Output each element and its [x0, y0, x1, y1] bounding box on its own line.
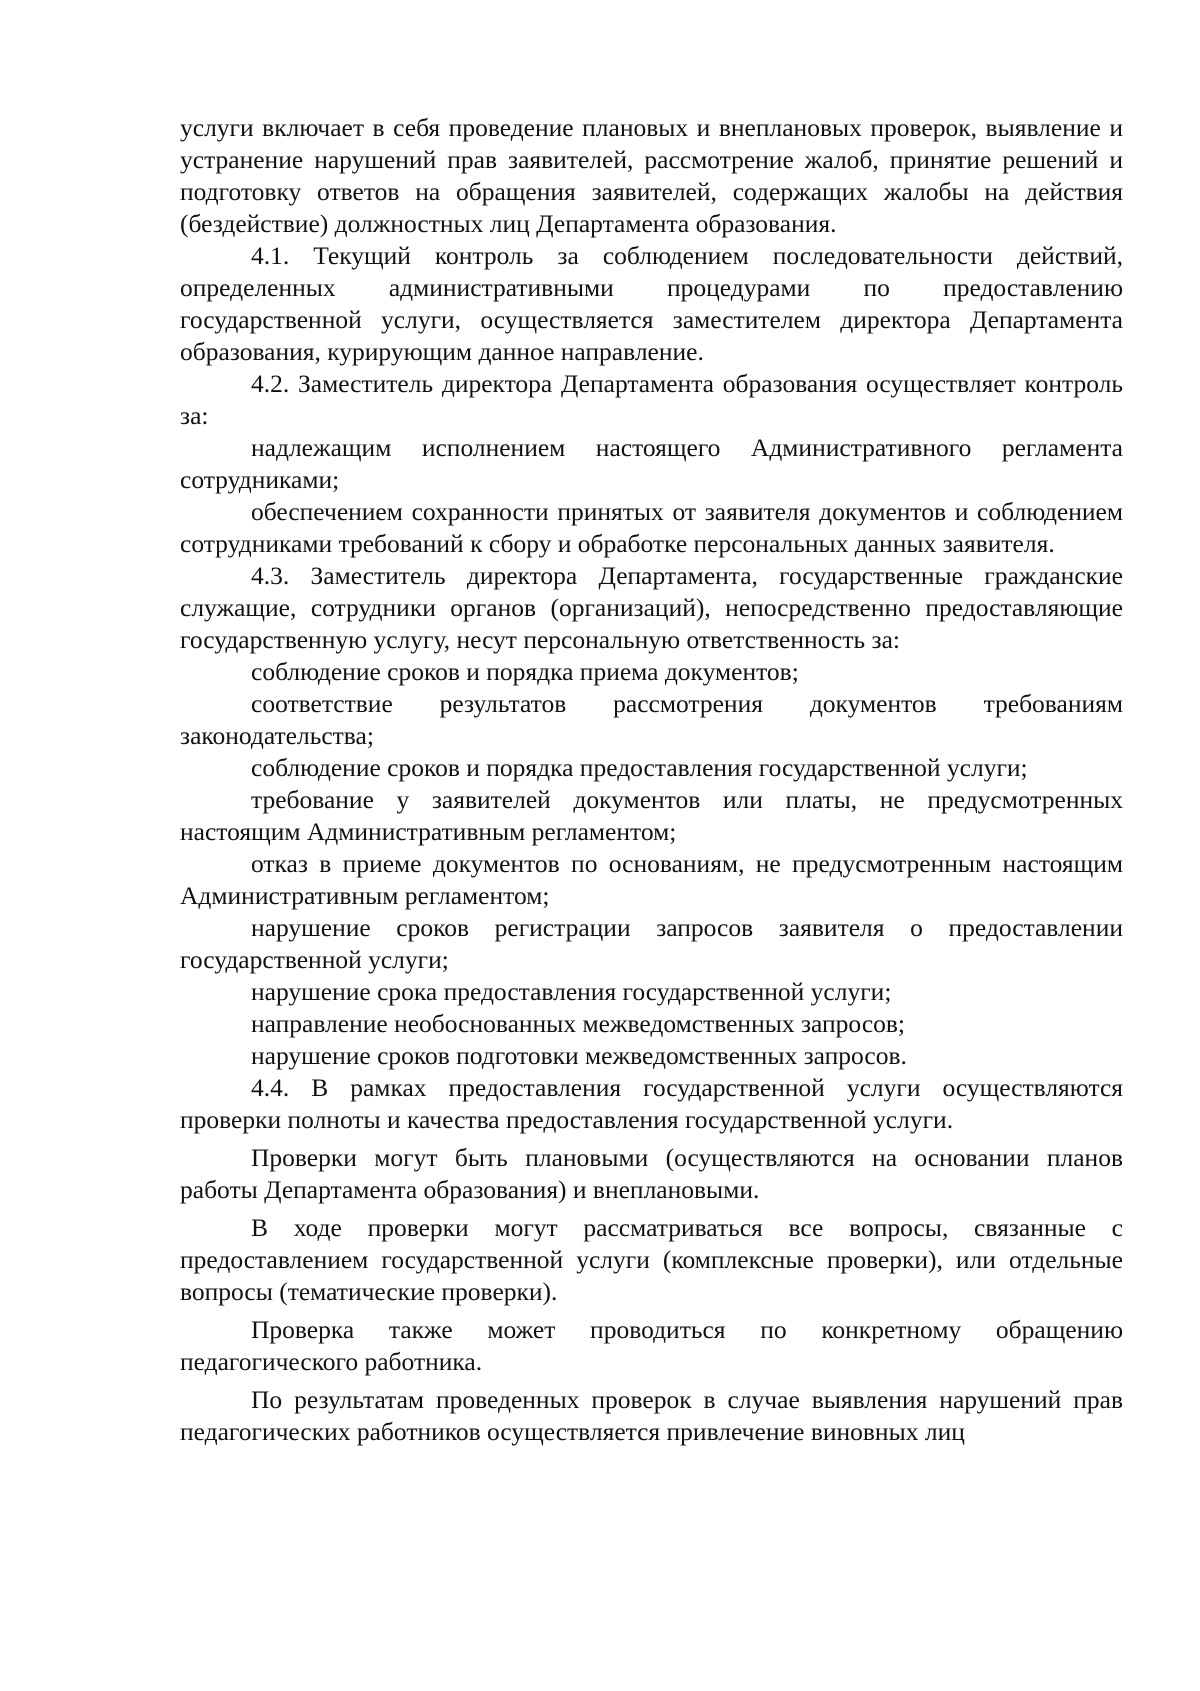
- paragraph-intro-continued: услуги включает в себя проведение плановых и внеплановых проверок, выявление и устранение нарушений прав заявителей, рассмотрение жалоб, принятие решений и подготовку ответов на обращения заявителей, содержащих жалобы на действия (бездействие) должностных лиц Департамента образования.: [180, 113, 1123, 238]
- paragraph-4-2: 4.2. Заместитель директора Департамента образования осуществляет контроль за:: [180, 369, 1123, 430]
- paragraph-responsibility-item-9: нарушение сроков подготовки межведомственных запросов.: [251, 1041, 907, 1070]
- paragraph-responsibility-item-5: отказ в приеме документов по основаниям, не предусмотренным настоящим Административным регламентом;: [180, 849, 1123, 910]
- paragraph-responsibility-item-4: требование у заявителей документов или платы, не предусмотренных настоящим Административным регламентом;: [180, 785, 1123, 846]
- paragraph-inspection-results: По результатам проведенных проверок в случае выявления нарушений прав педагогических работников осуществляется привлечение виновных лиц: [180, 1385, 1123, 1446]
- paragraph-responsibility-item-3: соблюдение сроков и порядка предоставления государственной услуги;: [251, 753, 1028, 782]
- paragraph-responsibility-item-8: направление необоснованных межведомственных запросов;: [251, 1009, 906, 1038]
- paragraph-control-item-1: надлежащим исполнением настоящего Административного регламента сотрудниками;: [180, 433, 1123, 494]
- paragraph-responsibility-item-7: нарушение срока предоставления государственной услуги;: [251, 977, 892, 1006]
- document-body: [180, 112, 1123, 1448]
- paragraph-inspection-request: Проверка также может проводиться по конкретному обращению педагогического работника.: [180, 1315, 1123, 1376]
- paragraph-4-4: 4.4. В рамках предоставления государственной услуги осуществляются проверки полноты и качества предоставления государственной услуги.: [180, 1073, 1123, 1134]
- paragraph-responsibility-item-6: нарушение сроков регистрации запросов заявителя о предоставлении государственной услуги;: [180, 913, 1123, 974]
- paragraph-inspection-scope: В ходе проверки могут рассматриваться все вопросы, связанные с предоставлением государственной услуги (комплексные проверки), или отдельные вопросы (тематические проверки).: [180, 1213, 1123, 1306]
- paragraph-responsibility-item-2: соответствие результатов рассмотрения документов требованиям законодательства;: [180, 689, 1123, 750]
- paragraph-4-3: 4.3. Заместитель директора Департамента, государственные гражданские служащие, сотрудники органов (организаций), непосредственно предоставляющие государственную услугу, несут персональную ответственность за:: [180, 561, 1123, 654]
- paragraph-responsibility-item-1: соблюдение сроков и порядка приема документов;: [251, 657, 799, 686]
- paragraph-control-item-2: обеспечением сохранности принятых от заявителя документов и соблюдением сотрудниками требований к сбору и обработке персональных данных заявителя.: [180, 497, 1123, 558]
- paragraph-4-1: 4.1. Текущий контроль за соблюдением последовательности действий, определенных административными процедурами по предоставлению государственной услуги, осуществляется заместителем директора Департамента образования, курирующим данное направление.: [180, 241, 1123, 366]
- paragraph-inspection-types: Проверки могут быть плановыми (осуществляются на основании планов работы Департамента образования) и внеплановыми.: [180, 1143, 1123, 1204]
